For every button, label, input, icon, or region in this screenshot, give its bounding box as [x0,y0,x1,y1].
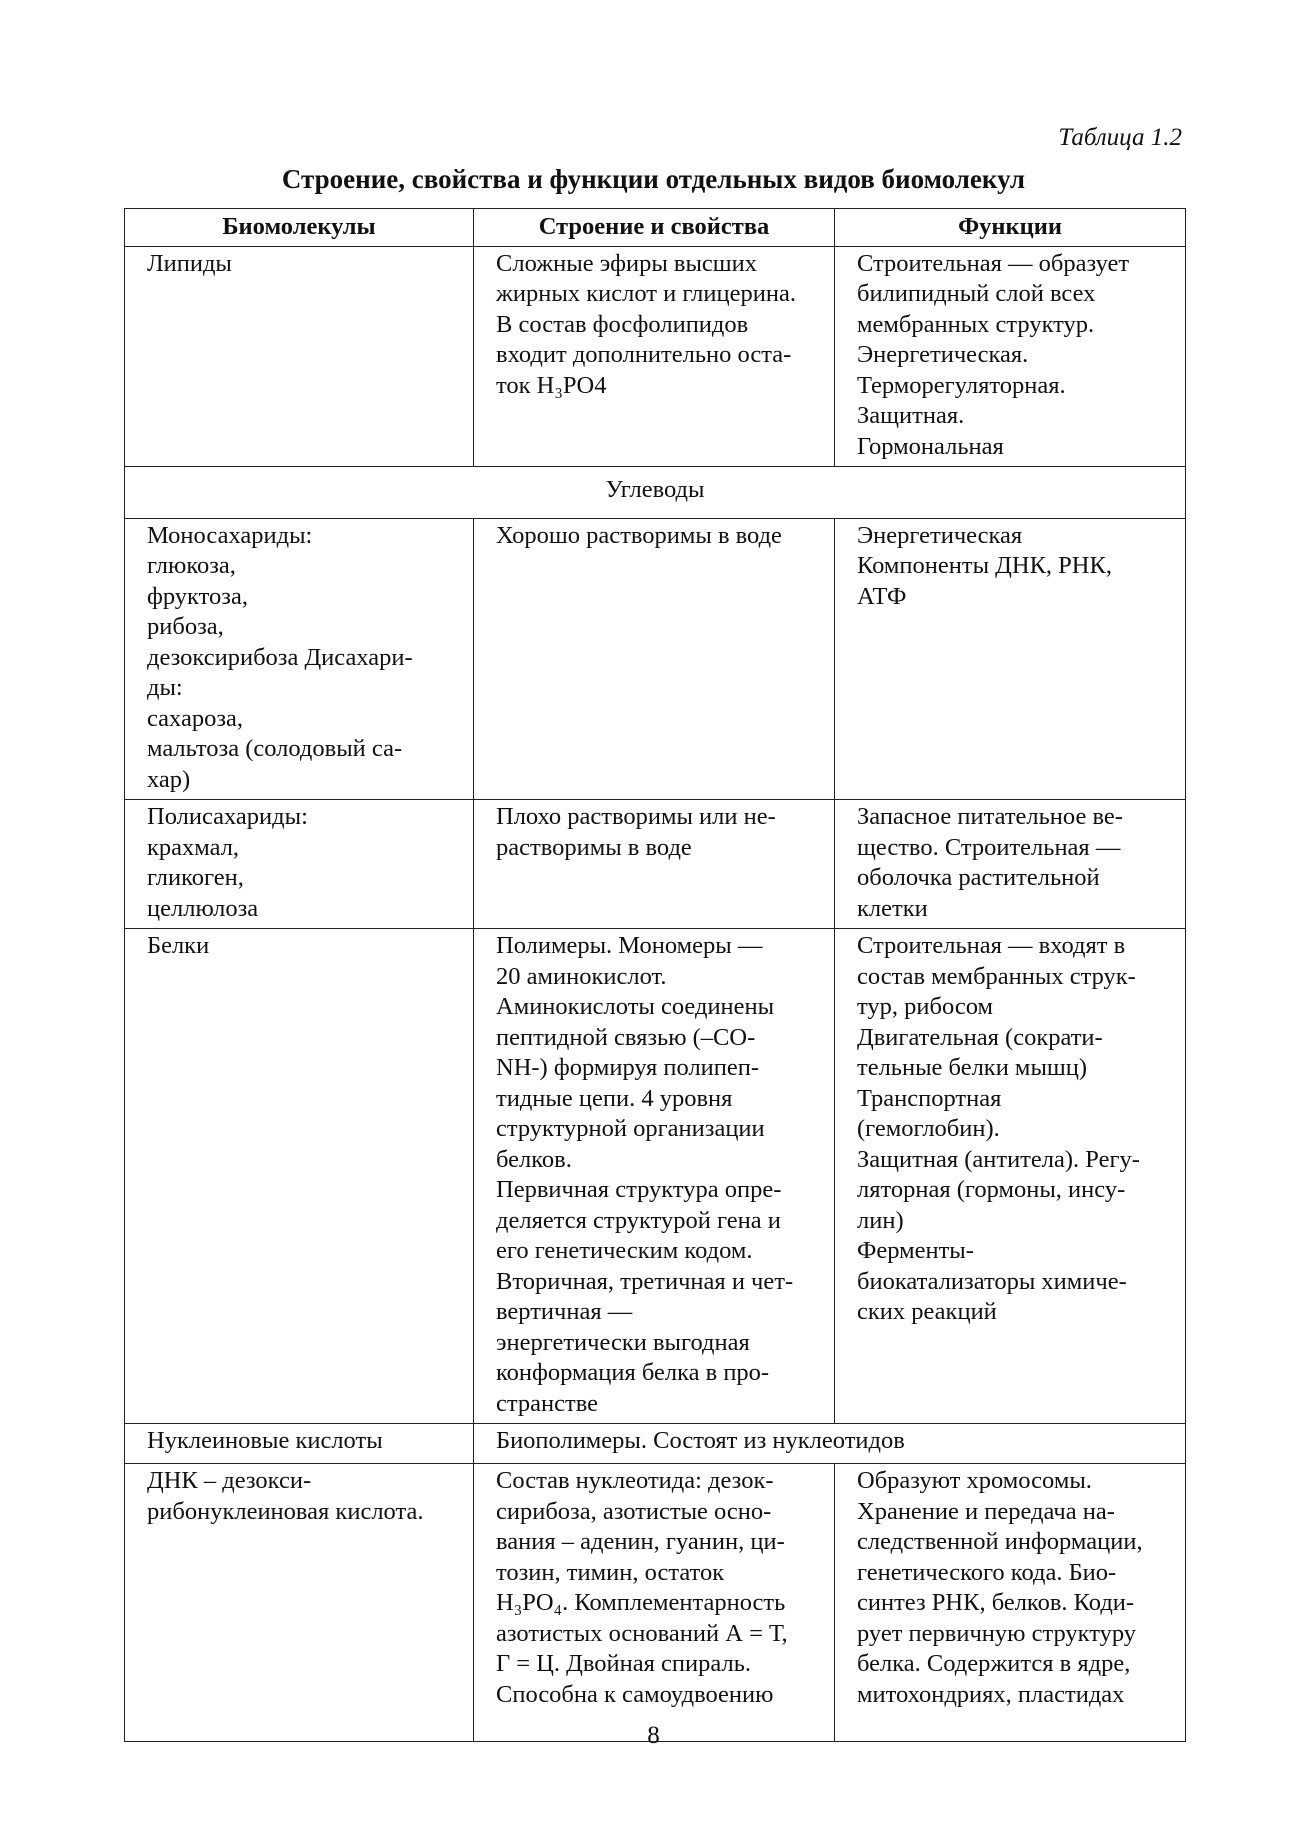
table-caption: Таблица 1.2 [1058,124,1182,151]
table-row [125,1464,1186,1742]
cell-biomolecule: Моносахариды: глюкоза, фруктоза, рибоза, дезоксирибоза Дисахари- ды: сахароза, мальтоза (солодовый са- хар) [125,518,474,800]
cell-structure: Хорошо растворимы в воде [474,518,835,800]
table-row [125,929,1186,1424]
cell-biomolecule: Липиды [125,246,474,467]
section-carbohydrates: Углеводы [125,467,1186,519]
cell-functions: Образуют хромосомы. Хранение и передача на- следственной информации, генетического кода. Био- синтез РНК, белков. Коди- рует первичную структуру белка. Содержится в ядре, митохондриях, пластидах [835,1464,1186,1742]
cell-functions: Энергетическая Компоненты ДНК, РНК, АТФ [835,518,1186,800]
cell-structure: Полимеры. Мономеры — 20 аминокислот. Аминокислоты соединены пептидной связью (–CO- NH-) формируя полипеп- тидные цепи. 4 уровня структурной организации белков. Первичная структура опре- деляется структурой гена и его генетическим кодом. Вторичная, третичная и чет- вертичная — энергетически выгодная конформация белка в про- странстве [474,929,835,1424]
cell-biomolecule: ДНК – дезокси- рибонуклеиновая кислота. [125,1464,474,1742]
cell-functions: Строительная — образует билипидный слой всех мембранных структур. Энергетическая. Терморегуляторная. Защитная. Гормональная [835,246,1186,467]
cell-structure: Состав нуклеотида: дезок- сирибоза, азотистые осно- вания – аденин, гуанин, ци- тозин, тимин, остаток H₃PO₄. Комплементарность азотистых оснований А = Т, Г = Ц. Двойная спираль. Способна к самоудвоению [474,1464,835,1742]
header-structure: Строение и свойства [474,209,835,247]
header-functions: Функции [835,209,1186,247]
section-row [125,467,1186,519]
biomolecules-table [124,208,1186,1742]
table-row [125,1424,1186,1464]
table-row [125,518,1186,800]
cell-biomolecule: Нуклеиновые кислоты [125,1424,474,1464]
cell-structure: Плохо растворимы или не- растворимы в воде [474,800,835,929]
page-number: 8 [647,1722,660,1749]
header-biomolecules: Биомолекулы [125,209,474,247]
cell-functions: Строительная — входят в состав мембранных струк- тур, рибосом Двигательная (сократи- тельные белки мышц) Транспортная (гемоглобин). Защитная (антитела). Регу- ляторная (гормоны, инсу- лин) Ферменты- биокатализаторы химиче- ских реакций [835,929,1186,1424]
table-row [125,800,1186,929]
table-title: Строение, свойства и функции отдельных видов биомолекул [281,164,1026,194]
cell-functions: Запасное питательное ве- щество. Строительная — оболочка растительной клетки [835,800,1186,929]
cell-biomolecule: Полисахариды: крахмал, гликоген, целлюлоза [125,800,474,929]
cell-structure: Сложные эфиры высших жирных кислот и глицерина. В состав фосфолипидов входит дополнительно оста- ток H₃PO4 [474,246,835,467]
header-row [125,209,1186,247]
cell-structure-merged: Биополимеры. Состоят из нуклеотидов [474,1424,1186,1464]
cell-biomolecule: Белки [125,929,474,1424]
table-row [125,246,1186,467]
